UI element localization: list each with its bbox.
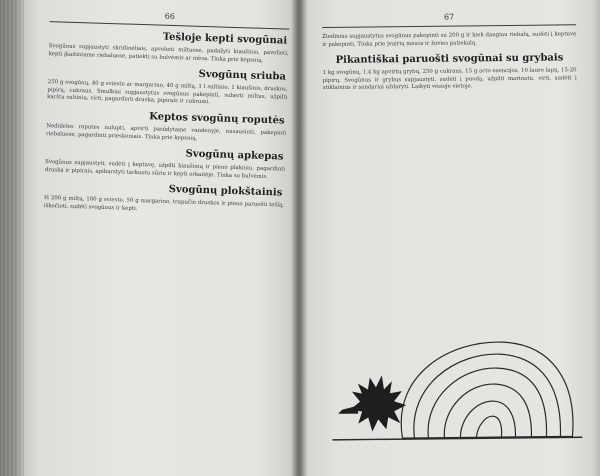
page-number: 66	[164, 11, 176, 22]
onion-ring-5	[476, 416, 501, 437]
hedgehog-silhouette	[338, 375, 407, 432]
section-title: Svogūnų sriuba	[198, 69, 287, 83]
section-text: 1 kg svogūnų, 1,4 kg apvirtų grybų, 250 g cukraus, 15 g acto esencijos, 10 lauro lapų, 15-20 pipirų. Svogūnus ir grybus supjaustyti, sudėti į puodą, užpilti marinatu, virti, sudėti į stiklainius ir sandariai uždaryti. Laikyti vėsioje vietoje.	[322, 67, 577, 92]
section-text: Svogūnus supjaustyti skridinėliais, apvolioti miltuose, padažyti kiaušinio, pavolioti, kepti įkaitintame riebaluose, patiekti su bulvėmis ar mėsa. Tinka prie kepsnių.	[48, 43, 289, 64]
onion-ring-3	[444, 384, 532, 438]
left-page	[32, 8, 294, 476]
section-text: Nedideles roputes nulupti, apvirti pasūdytame vandenyje, nusausinti, pakepinti riebaluose, pagardinti prieskoniais. Tinka prie kepsnių.	[45, 123, 287, 142]
section-title: Keptos svogūnų roputės	[149, 111, 285, 127]
section-text: Iš 200 g miltų, 100 g sviesto, 50 g margarino, trupučio druskos ir pieno paruošti tešlą, iškočioti, sudėti svogūnus ir kepti.	[43, 195, 284, 212]
section-title: Pikantiškai paruošti svogūnai su grybais	[335, 52, 564, 67]
section-title: Svogūnų plokštainis	[168, 184, 283, 199]
book-gutter	[290, 0, 308, 476]
onion-ring-2	[427, 368, 546, 438]
onion-hedgehog-illustration	[331, 311, 582, 444]
right-page	[318, 11, 585, 464]
section-text: 250 g svogūnų, 40 g sviesto ar margarino, 40 g miltų, 1 l sultinio, 1 kiaušinis, druskos, pipirų, cukraus. Smulkiai supjaustytus svogūnus pakepinti, suberti miltus, užpilti karštu sultiniu, virti, pagardinti druska, pipirais ir cukrumi.	[47, 79, 288, 106]
section-title: Tešloje kepti svogūnai	[162, 31, 288, 47]
page-stack-edge	[0, 0, 24, 476]
onion-ring-1	[413, 353, 560, 438]
section-title: Svogūnų apkepas	[185, 148, 284, 163]
onion-ring-4	[460, 401, 515, 438]
page-number: 67	[443, 12, 455, 22]
intro-text: Žiedinius supjaustytus svogūnus pakepinti su 200 g ir kiek daugiau riebalų, sudėti į keptuvę ir pakepinti. Tinka prie įvairių mėsos ir žuvies patiekalų.	[322, 31, 577, 48]
section-text: Svogūnus supjaustyti, sudėti į keptuvę, užpilti kiaušinių ir pieno plakiniu, pagardinti druska ir pipirais, apibarstyti tarkuotu sūriu ir kepti orkaitėje. Tinka su bulvėmis.	[44, 159, 286, 180]
header-rule	[322, 24, 576, 28]
